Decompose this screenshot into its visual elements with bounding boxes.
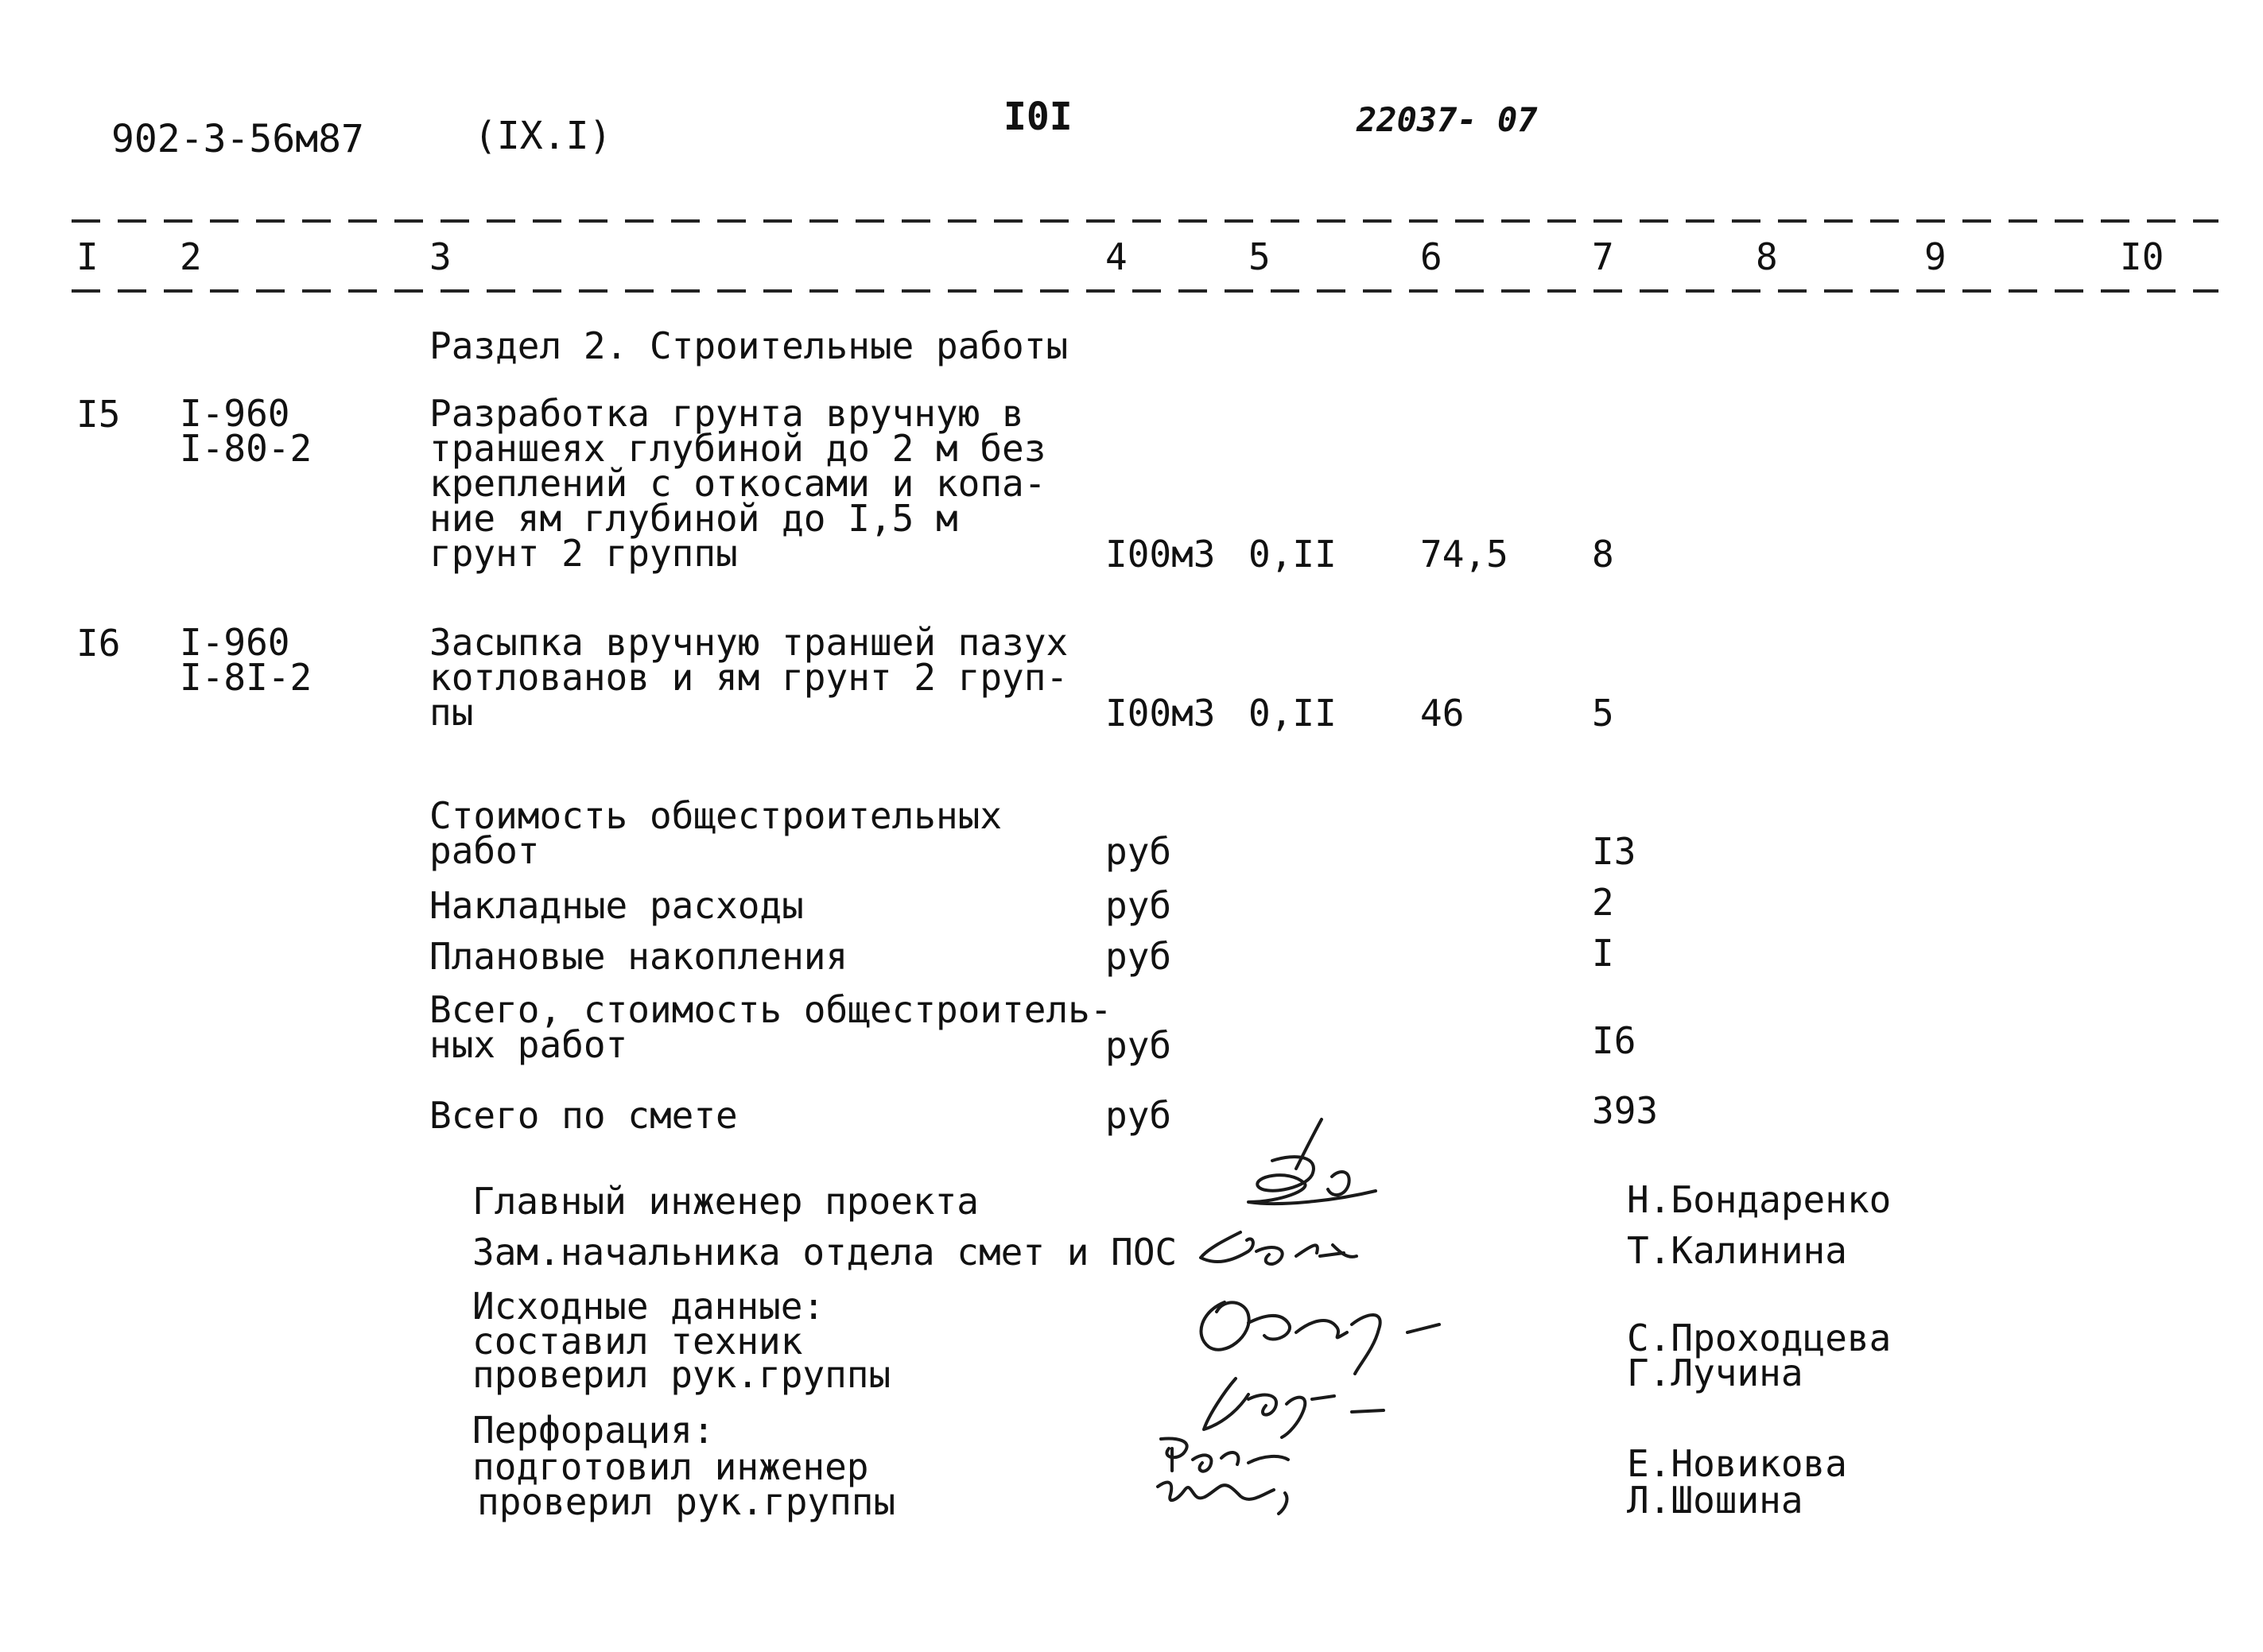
row-code: I-960 I-8I-2 [180,621,312,699]
signatory-role: Главный инженер проекта [472,1180,979,1223]
signature-deputy-head [1177,1216,1384,1280]
row-quantity: 0,II [1248,533,1337,576]
signatory-heading: Перфорация: [472,1409,715,1452]
grand-total-unit: руб [1105,1094,1172,1137]
row-number: I5 [76,393,121,436]
column-header-10: I0 [2120,235,2164,278]
total-unit: руб [1105,935,1172,978]
row-code: I-960 I-80-2 [180,392,312,470]
signatory-name: Е.Новикова [1627,1442,1847,1485]
row-number: I6 [76,622,121,665]
column-header-7: 7 [1592,235,1614,278]
column-header-3: 3 [429,235,452,278]
grand-total-value: 393 [1592,1089,1659,1132]
row-description: Разработка грунта вручную в траншеях глубиной до 2 м без креплений с откосами и копа- ние ям глубиной до I,5 м грунт 2 группы [429,392,1046,575]
column-header-6: 6 [1420,235,1442,278]
column-header-5: 5 [1248,235,1271,278]
column-header-8: 8 [1756,235,1778,278]
section-title: Раздел 2. Строительные работы [429,324,1069,367]
row-quantity: 0,II [1248,692,1337,735]
signature-technician [1177,1288,1447,1375]
column-header-2: 2 [180,235,202,278]
total-value: I6 [1592,1019,1636,1062]
signature-chief-engineer [1193,1113,1399,1232]
archive-number: 22037- 07 [1357,100,1538,139]
page-number: I0I [1003,95,1073,139]
header-bottom-rule [72,289,2218,293]
total-value: 2 [1592,881,1614,924]
header-top-rule [72,219,2218,223]
signatory-name: Н.Бондаренко [1627,1178,1892,1221]
section-code: (IX.I) [474,114,612,158]
total-value: I3 [1592,830,1636,873]
row-cost: 5 [1592,692,1614,735]
signatory-name: С.Проходцева [1627,1317,1892,1359]
signature-engineer-and-checker [1145,1431,1320,1526]
total-label: Стоимость общестроительных работ [429,794,1003,872]
row-price: 46 [1420,692,1465,735]
total-unit: руб [1105,884,1172,927]
total-label: Накладные расходы [429,884,804,927]
signatory-role: проверил рук.группы [472,1353,891,1396]
signatory-name: Г.Лучина [1627,1351,1803,1394]
signatory-name: Т.Калинина [1627,1229,1847,1272]
signatory-role: подготовил инженер [472,1445,869,1488]
row-unit: I00м3 [1105,533,1216,576]
signatory-role: Зам.начальника отдела смет и ПОС [472,1231,1178,1274]
row-cost: 8 [1592,533,1614,576]
document-code: 902-3-56м87 [111,117,364,161]
row-price: 74,5 [1420,533,1508,576]
column-header-4: 4 [1105,235,1128,278]
signatory-heading: Исходные данные: [472,1285,825,1328]
total-unit: руб [1105,830,1172,873]
total-unit: руб [1105,1024,1172,1067]
row-unit: I00м3 [1105,692,1216,735]
column-header-1: I [76,235,99,278]
total-label: Плановые накопления [429,935,848,978]
signatory-name: Л.Шошина [1627,1479,1803,1522]
row-description: Засыпка вручную траншей пазух котлованов и ям грунт 2 груп- пы [429,621,1069,734]
signatory-role: составил техник [472,1320,803,1363]
total-label: Всего, стоимость общестроитель- ных работ [429,988,1112,1066]
grand-total-label: Всего по смете [429,1094,738,1137]
signatory-role: проверил рук.группы [477,1480,896,1523]
signature-group-head [1193,1367,1399,1439]
column-header-9: 9 [1924,235,1947,278]
total-value: I [1592,932,1614,975]
